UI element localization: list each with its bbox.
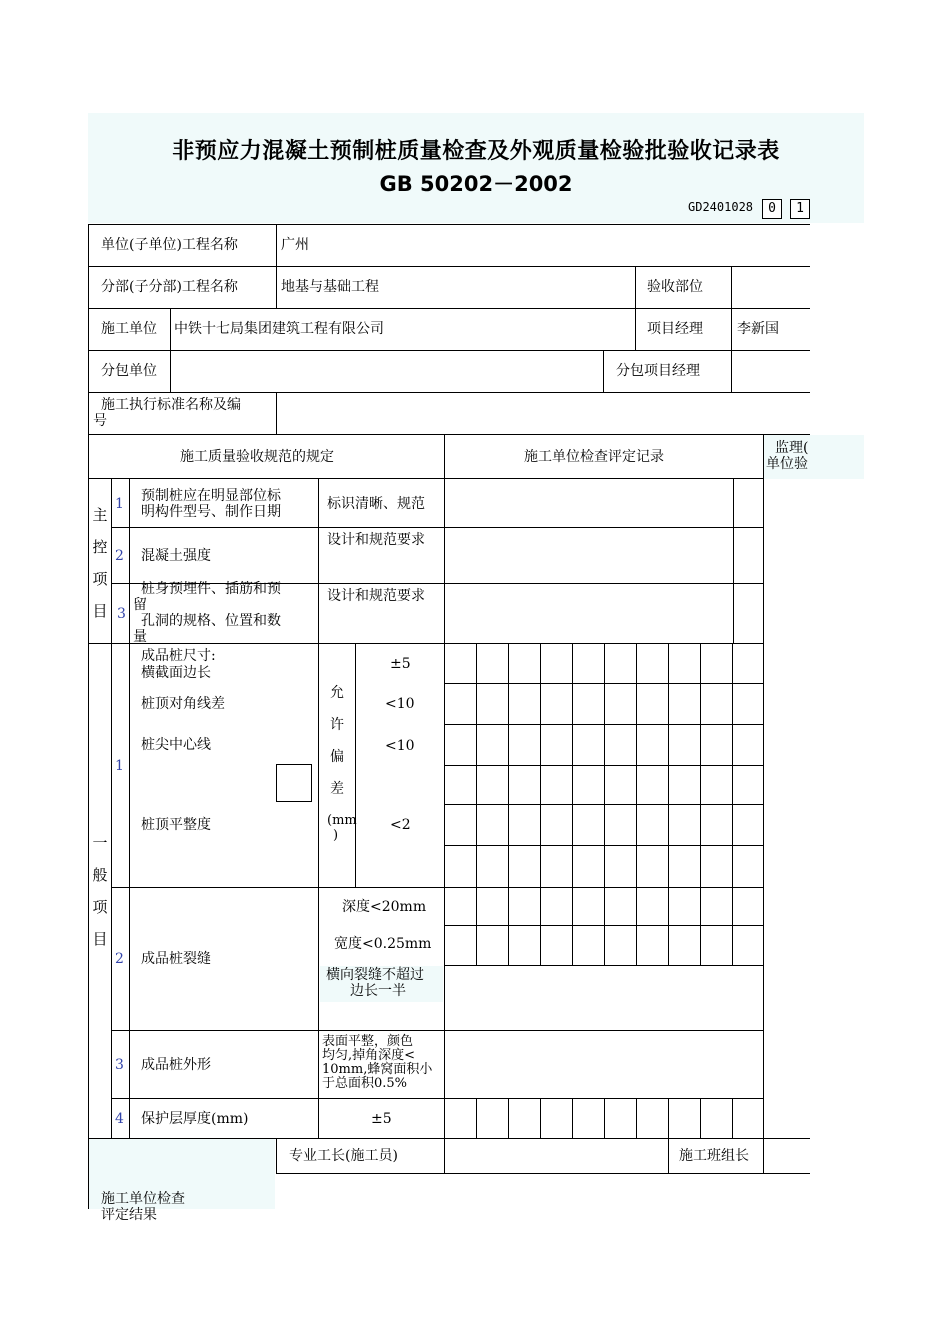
general-item-3-req-4: 于总面积0.5% (322, 1076, 408, 1091)
standard-label-1: 施工执行标准名称及编 (101, 397, 241, 413)
main-item-3-desc: 桩身预埋件、插筋和预 留 孔洞的规格、位置和数 量 (133, 581, 281, 645)
general-item-2-no: 2 (115, 951, 124, 967)
general-item-1-row-3: 桩尖中心线 (141, 737, 211, 753)
col-check-header: 施工单位检查评定记录 (524, 449, 664, 465)
general-item-4-no: 4 (115, 1111, 124, 1127)
general-item-3-no: 3 (115, 1057, 124, 1073)
general-item-1-row-2: 桩顶对角线差 (141, 696, 225, 712)
main-item-1-desc-2: 明构件型号、制作日期 (141, 504, 281, 520)
main-item-1-no: 1 (115, 496, 124, 512)
unit-project-label: 单位(子单位)工程名称 (101, 237, 238, 253)
general-item-2-req-horiz-2: 边长一半 (350, 983, 406, 999)
general-item-4-req: ±5 (371, 1111, 392, 1127)
result-label-1: 施工单位检查 (101, 1191, 185, 1207)
sub-project-value[interactable]: 地基与基础工程 (281, 279, 379, 295)
tolerance-unit-2: ) (333, 828, 339, 843)
contractor-value[interactable]: 中铁十七局集团建筑工程有限公司 (174, 321, 384, 337)
general-item-3-req-1: 表面平整，颜色 (322, 1034, 414, 1049)
code-box-2[interactable]: 1 (790, 199, 810, 219)
col-spec-header: 施工质量验收规范的规定 (180, 449, 334, 465)
pm-value[interactable]: 李新国 (737, 321, 779, 337)
contractor-label: 施工单位 (101, 321, 157, 337)
col-supervisor-header-2: 单位验 (766, 456, 808, 472)
general-item-1-value-4: <2 (390, 817, 411, 833)
general-item-3-desc: 成品桩外形 (141, 1057, 211, 1073)
col-supervisor-header-1: 监理( (775, 440, 809, 456)
main-item-3-req: 设计和规范要求 (327, 588, 425, 604)
unit-project-value[interactable]: 广州 (281, 237, 309, 253)
sub-project-label: 分部(子分部)工程名称 (101, 279, 238, 295)
code-box-1[interactable]: 0 (762, 199, 782, 219)
main-item-2-no: 2 (115, 548, 124, 564)
pm-label: 项目经理 (647, 321, 703, 337)
main-item-2-desc: 混凝土强度 (141, 548, 211, 564)
subcontractor-label: 分包单位 (101, 363, 157, 379)
result-label-2: 评定结果 (101, 1207, 157, 1223)
general-item-1-value-1: ±5 (390, 656, 411, 672)
acceptance-part-label: 验收部位 (647, 279, 703, 295)
general-item-3-req-3: 10mm,蜂窝面积小 (322, 1062, 433, 1077)
tolerance-unit-1: (mm (327, 813, 357, 828)
checkbox-square[interactable] (276, 764, 312, 802)
general-item-2-req-depth: 深度<20mm (342, 899, 427, 915)
general-label: 一 般 项 目 (92, 834, 108, 948)
general-item-1-head: 成品桩尺寸: (141, 648, 216, 664)
general-item-2-desc: 成品桩裂缝 (141, 951, 211, 967)
general-item-1-value-3: <10 (385, 738, 415, 754)
general-item-1-row-1: 横截面边长 (141, 665, 211, 681)
general-item-1-row-4: 桩顶平整度 (141, 817, 211, 833)
tolerance-label: 允 许 偏 差 (330, 685, 344, 797)
form-code: GD2401028 (688, 200, 754, 214)
main-item-2-req: 设计和规范要求 (327, 532, 425, 548)
general-item-3-req-2: 均匀,掉角深度< (322, 1048, 416, 1063)
main-item-1-desc-1: 预制桩应在明显部位标 (141, 488, 281, 504)
general-item-1-value-2: <10 (385, 696, 415, 712)
team-leader-label: 施工班组长 (679, 1148, 749, 1164)
sub-pm-label: 分包项目经理 (616, 363, 700, 379)
form-title: 非预应力混凝土预制桩质量检查及外观质量检验批验收记录表 (172, 139, 780, 164)
general-item-2-req-width: 宽度<0.25mm (334, 936, 432, 952)
main-item-3-no: 3 (117, 606, 126, 622)
general-item-4-desc: 保护层厚度(mm) (141, 1111, 249, 1127)
result-label-clip (89, 1185, 275, 1223)
foreman-label: 专业工长(施工员) (289, 1148, 398, 1164)
main-item-1-req: 标识清晰、规范 (327, 496, 425, 512)
standard-label-2: 号 (93, 413, 107, 429)
general-item-1-no: 1 (115, 758, 124, 774)
general-item-2-req-horiz-1: 横向裂缝不超过 (326, 967, 424, 983)
main-control-label: 主 控 项 目 (92, 506, 108, 620)
standard-code: GB 50202－2002 (379, 172, 573, 196)
